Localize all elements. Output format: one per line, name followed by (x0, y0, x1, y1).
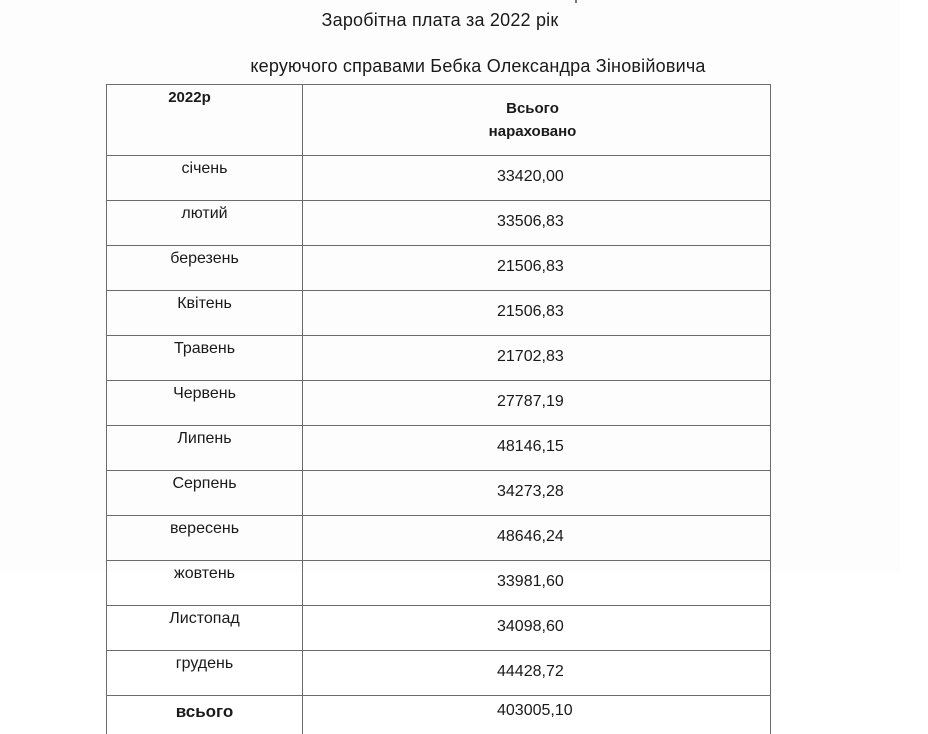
table-row (107, 291, 771, 336)
amount-cell: 27787,19 (303, 381, 771, 426)
table-row (107, 426, 771, 471)
amount-cell: 34098,60 (303, 606, 771, 651)
header-year: 2022р (107, 85, 303, 156)
month-cell: Листопад (107, 606, 303, 651)
total-amount: 403005,10 (303, 696, 771, 734)
table-row (107, 336, 771, 381)
scan-speck (575, 0, 577, 3)
month-cell: Серпень (107, 471, 303, 516)
month-cell: березень (107, 246, 303, 291)
month-cell: Червень (107, 381, 303, 426)
month-cell: Квітень (107, 291, 303, 336)
table-row (107, 606, 771, 651)
table-row (107, 201, 771, 246)
document-title: Заробітна плата за 2022 рік (0, 10, 890, 31)
amount-cell: 33981,60 (303, 561, 771, 606)
month-cell: лютий (107, 201, 303, 246)
table-row (107, 516, 771, 561)
amount-cell: 48146,15 (303, 426, 771, 471)
month-cell: жовтень (107, 561, 303, 606)
month-cell: січень (107, 156, 303, 201)
month-cell: Травень (107, 336, 303, 381)
month-cell: вересень (107, 516, 303, 561)
table-row (107, 381, 771, 426)
salary-table (106, 84, 771, 734)
amount-cell: 21506,83 (303, 246, 771, 291)
month-cell: грудень (107, 651, 303, 696)
total-row (107, 696, 771, 734)
amount-cell: 48646,24 (303, 516, 771, 561)
header-total-line-2: нараховано (303, 120, 762, 143)
total-label: всього (107, 696, 303, 734)
table-row (107, 471, 771, 516)
document-subtitle: керуючого справами Бебка Олександра Зіновійовича (28, 56, 928, 77)
table-row (107, 651, 771, 696)
table-row (107, 561, 771, 606)
amount-cell: 33506,83 (303, 201, 771, 246)
amount-cell: 34273,28 (303, 471, 771, 516)
amount-cell: 21702,83 (303, 336, 771, 381)
table-row (107, 246, 771, 291)
table-header-row (107, 85, 771, 156)
table-row (107, 156, 771, 201)
amount-cell: 44428,72 (303, 651, 771, 696)
month-cell: Липень (107, 426, 303, 471)
header-total-line-1: Всього (303, 97, 762, 120)
amount-cell: 21506,83 (303, 291, 771, 336)
amount-cell: 33420,00 (303, 156, 771, 201)
header-total-accrued (303, 85, 771, 156)
